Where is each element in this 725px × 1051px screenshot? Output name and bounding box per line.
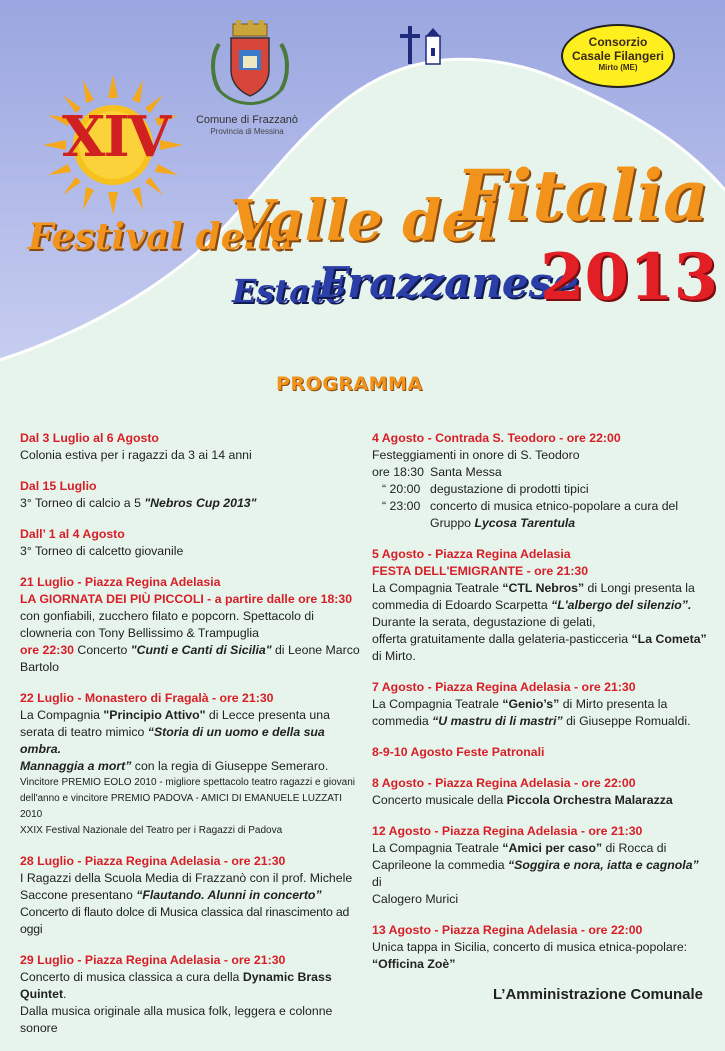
- event-heading: 29 Luglio - Piazza Regina Adelasia - ore 21:30: [20, 953, 286, 967]
- text: Concerto: [74, 643, 131, 657]
- text-em: Mannaggia a mort”: [20, 759, 132, 773]
- comune-name: Comune di Frazzanò: [195, 114, 299, 126]
- text: commedia di Edoardo Scarpetta: [372, 598, 552, 612]
- event-heading: 28 Luglio - Piazza Regina Adelasia - ore 21:30: [20, 854, 286, 868]
- event-heading: 13 Agosto - Piazza Regina Adelasia - ore 22:00: [372, 923, 643, 937]
- event-line: [20, 707, 362, 724]
- church-icon: [398, 22, 448, 68]
- schedule-row: [372, 498, 707, 515]
- schedule-time: “ 23:00: [382, 499, 421, 513]
- consorzio-badge: [561, 24, 675, 88]
- text-em: “Soggira e nora, iatta e cagnola”: [508, 858, 699, 872]
- schedule-time: “ 20:00: [382, 482, 421, 496]
- text-bold: Piccola Orchestra Malarazza: [506, 793, 673, 807]
- consorzio-line3: Mirto (ME): [598, 63, 638, 72]
- event-feste-patronali: [372, 744, 707, 761]
- event-time: ore 22:30: [20, 643, 75, 657]
- event-line: “Officina Zoè”: [372, 957, 456, 971]
- program-left-column: [20, 430, 362, 1051]
- event-heading: 21 Luglio - Piazza Regina Adelasia: [20, 575, 221, 589]
- event-torneo-calcetto: [20, 526, 362, 560]
- text-bold: Quintet: [20, 987, 64, 1001]
- event-heading: 4 Agosto - Contrada S. Teodoro - ore 22:00: [372, 431, 621, 445]
- text-em: “L'albergo del silenzio”.: [551, 598, 692, 612]
- comune-province: Provincia di Messina: [210, 127, 284, 136]
- consorzio-line1: Consorzio: [588, 35, 648, 49]
- event-line: [20, 969, 362, 986]
- subtitle-part1: Estate: [232, 272, 346, 310]
- event-line: [372, 792, 707, 809]
- program-right-column: [372, 430, 707, 987]
- text: Concerto di musica classica a cura della: [20, 970, 243, 984]
- schedule-item: degustazione di prodotti tipici: [430, 482, 589, 496]
- event-line: [372, 857, 707, 891]
- event-heading-2: LA GIORNATA DEI PIÙ PICCOLI - a partire dalle ore 18:30: [20, 592, 353, 606]
- text: commedia: [372, 714, 433, 728]
- event-note: dell'anno e vincitore PREMIO PADOVA - AMICI DI EMANUELE LUZZATI 2010: [20, 793, 343, 820]
- event-line: con gonfiabili, zucchero filato e popcorn. Spettacolo di: [20, 609, 314, 623]
- event-line: Festeggiamenti in onore di S. Teodoro: [372, 448, 580, 462]
- schedule-row: [372, 481, 707, 498]
- text: La Compagnia Teatrale: [372, 841, 503, 855]
- event-line: Bartolo: [20, 660, 59, 674]
- event-officina-zoe: [372, 922, 707, 973]
- event-note: XXIX Festival Nazionale del Teatro per i Ragazzi di Padova: [20, 825, 283, 836]
- text-bold: "Principio Attivo": [103, 708, 206, 722]
- sun-numeral: XIV: [62, 104, 170, 170]
- text: di Longi presenta la: [584, 581, 695, 595]
- event-line: [20, 887, 362, 904]
- title-part1: Festival della: [28, 216, 295, 258]
- title-part3: Fitalia: [456, 154, 709, 237]
- event-line: [372, 713, 707, 730]
- event-line: [372, 840, 707, 857]
- event-line: Calogero Murici: [372, 892, 459, 906]
- event-line: [20, 724, 362, 758]
- schedule-row: [372, 464, 707, 481]
- year: 2013: [540, 240, 719, 315]
- event-line: [20, 758, 362, 775]
- coat-of-arms-icon: [205, 20, 295, 112]
- text-em: "Nebros Cup 2013": [144, 496, 257, 510]
- event-line: [372, 580, 707, 597]
- event-heading: Dal 3 Luglio al 6 Agosto: [20, 431, 159, 445]
- text: Saccone presentano: [20, 888, 137, 902]
- event-amici-per-caso: [372, 823, 707, 908]
- text-em: “U mastru di li mastri”: [432, 714, 563, 728]
- event-heading: 22 Luglio - Monastero di Fragalà - ore 21:30: [20, 691, 274, 705]
- text-em: “Storia di un uomo e della sua ombra.: [20, 725, 325, 756]
- text-bold: “La Cometa”: [631, 632, 707, 646]
- subtitle-part2: Frazzanese: [318, 258, 579, 307]
- event-dynamic-brass: [20, 952, 362, 1037]
- event-line: di Mirto.: [372, 649, 416, 663]
- text: La Compagnia Teatrale: [372, 581, 503, 595]
- event-line: Colonia estiva per i ragazzi da 3 ai 14 anni: [20, 448, 252, 462]
- event-line: Durante la serata, degustazione di gelati,: [372, 615, 596, 629]
- consorzio-line2: Casale Filangeri: [571, 49, 665, 63]
- title-part2: Valle del: [230, 188, 499, 254]
- schedule-item: concerto di musica etnico-popolare a cura del: [430, 499, 679, 513]
- text: di Leone Marco: [271, 643, 360, 657]
- event-line: [372, 515, 707, 532]
- event-flautando: [20, 853, 362, 938]
- text: Concerto musicale della: [372, 793, 507, 807]
- text: Gruppo: [430, 516, 475, 530]
- footer-signature: L’Amministrazione Comunale: [492, 986, 703, 1003]
- text: di Giuseppe Romualdi.: [562, 714, 691, 728]
- event-line: [372, 597, 707, 614]
- text: offerta gratuitamente dalla gelateria-pasticceria: [372, 632, 632, 646]
- event-torneo-calcio: [20, 478, 362, 512]
- text: di: [372, 875, 382, 889]
- event-heading-2: FESTA DELL'EMIGRANTE - ore 21:30: [372, 564, 589, 578]
- text-bold: “Genio’s”: [502, 697, 560, 711]
- event-genios: [372, 679, 707, 730]
- event-giornata-piccoli: [20, 574, 362, 676]
- text-bold: Dynamic Brass: [242, 970, 332, 984]
- text: di Mirto presenta la: [559, 697, 668, 711]
- schedule-item: Santa Messa: [430, 465, 502, 479]
- event-heading: Dall’ 1 al 4 Agosto: [20, 527, 125, 541]
- text: 3° Torneo di calcio a 5: [20, 496, 145, 510]
- text-em: “Flautando. Alunni in concerto”: [136, 888, 322, 902]
- event-emigrante: [372, 546, 707, 665]
- text-em: Lycosa Tarentula: [474, 516, 576, 530]
- event-san-teodoro: [372, 430, 707, 532]
- event-line: [372, 631, 707, 648]
- text: serata di teatro mimico: [20, 725, 148, 739]
- event-line: [20, 642, 362, 659]
- event-line: [20, 495, 362, 512]
- text-bold: “CTL Nebros”: [502, 581, 585, 595]
- text: Caprileone la commedia: [372, 858, 509, 872]
- event-line: clowneria con Tony Bellissimo & Trampuglia: [20, 626, 259, 640]
- event-heading: 5 Agosto - Piazza Regina Adelasia: [372, 547, 571, 561]
- text: con la regia di Giuseppe Semeraro.: [131, 759, 329, 773]
- event-line: Dalla musica originale alla musica folk, leggera e colonne sonore: [20, 1004, 333, 1035]
- event-heading: 7 Agosto - Piazza Regina Adelasia - ore 21:30: [372, 680, 636, 694]
- event-note: Vincitore PREMIO EOLO 2010 - migliore spettacolo teatro ragazzi e giovani: [20, 777, 355, 788]
- programma-heading: PROGRAMMA: [276, 373, 423, 395]
- event-heading: 8 Agosto - Piazza Regina Adelasia - ore 22:00: [372, 776, 636, 790]
- event-fragala: [20, 690, 362, 839]
- text: La Compagnia Teatrale: [372, 697, 503, 711]
- event-line: [20, 986, 362, 1003]
- event-line: 3° Torneo di calcetto giovanile: [20, 544, 184, 558]
- event-colonia: [20, 430, 362, 464]
- event-malarazza: [372, 775, 707, 809]
- event-heading: Dal 15 Luglio: [20, 479, 97, 493]
- text: di Lecce presenta una: [205, 708, 330, 722]
- event-heading: 12 Agosto - Piazza Regina Adelasia - ore 21:30: [372, 824, 643, 838]
- text: La Compagnia: [20, 708, 104, 722]
- event-line: [372, 696, 707, 713]
- text-bold: “Amici per caso”: [502, 841, 603, 855]
- schedule-time: ore 18:30: [372, 465, 424, 479]
- text-em: "Cunti e Canti di Sicilia": [130, 643, 272, 657]
- event-line: I Ragazzi della Scuola Media di Frazzanò con il prof. Michele: [20, 871, 353, 885]
- text: di Rocca di: [602, 841, 667, 855]
- event-heading: 8-9-10 Agosto Feste Patronali: [372, 745, 545, 759]
- event-line: Unica tappa in Sicilia, concerto di musica etnica-popolare:: [372, 940, 688, 954]
- text: .: [63, 987, 67, 1001]
- event-line: Concerto di flauto dolce di Musica classica dal rinascimento ad oggi: [20, 905, 350, 936]
